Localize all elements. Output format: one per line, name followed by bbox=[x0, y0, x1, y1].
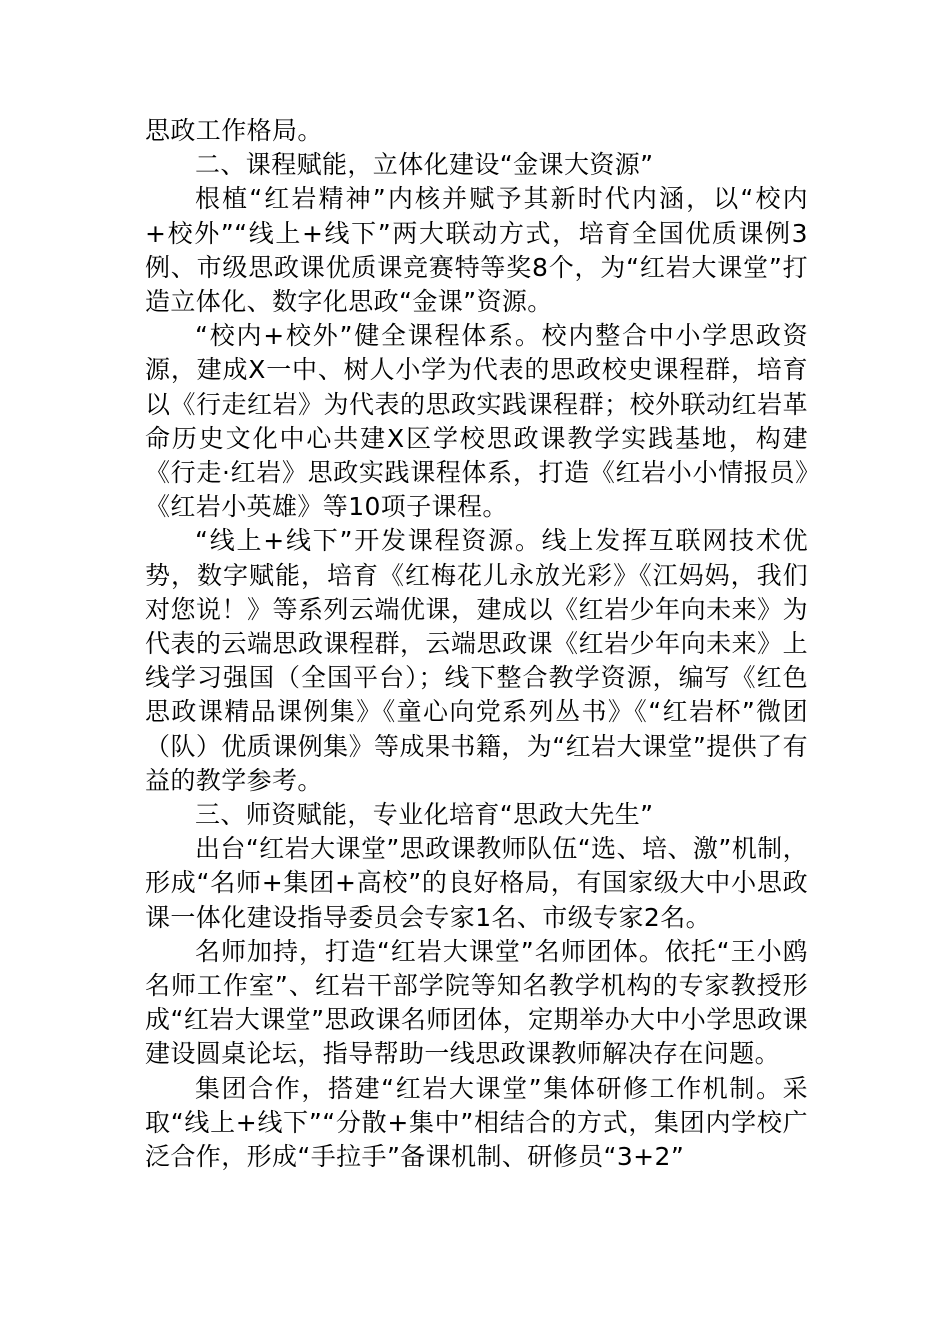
paragraph-famous-teachers: 名师加持，打造“红岩大课堂”名师团体。依托“王小鸥名师工作室”、红岩干部学院等知名教学机构的专家教授形成“红岩大课堂”思政课名师团体，定期举办大中小学思政课建设圆桌论坛，指导帮助一线思政课教师解决存在问题。 bbox=[145, 936, 808, 1069]
paragraph-course-overview: 根植“红岩精神”内核并赋予其新时代内涵，以“校内+校外”“线上+线下”两大联动方式，培育全国优质课例3例、市级思政课优质课竞赛特等奖8个，为“红岩大课堂”打造立体化、数字化思政“金课”资源。 bbox=[145, 184, 808, 317]
section-heading-3: 三、师资赋能，专业化培育“思政大先生” bbox=[195, 800, 654, 830]
paragraph-group-cooperation: 集团合作，搭建“红岩大课堂”集体研修工作机制。采取“线上+线下”“分散+集中”相结合的方式，集团内学校广泛合作，形成“手拉手”备课机制、研修员“3+2” bbox=[145, 1073, 808, 1172]
paragraph-curriculum-system: “校内+校外”健全课程体系。校内整合中小学思政资源，建成X一中、树人小学为代表的思政校史课程群，培育以《行走红岩》为代表的思政实践课程群；校外联动红岩革命历史文化中心共建X区学校思政课教学实践基地，构建《行走·红岩》思政实践课程体系，打造《红岩小小情报员》《红岩小英雄》等10项子课程。 bbox=[145, 321, 808, 522]
paragraph-course-resources: “线上+线下”开发课程资源。线上发挥互联网技术优势，数字赋能，培育《红梅花儿永放光彩》《江妈妈，我们对您说！》等系列云端优课，建成以《红岩少年向未来》为代表的云端思政课程群，云端思政课《红岩少年向未来》上线学习强国（全国平台）；线下整合教学资源，编写《红色思政课精品课例集》《童心向党系列丛书》《“红岩杯”微团（队）优质课例集》等成果书籍，为“红岩大课堂”提供了有益的教学参考。 bbox=[145, 526, 808, 795]
paragraph-continuation: 思政工作格局。 bbox=[145, 116, 323, 145]
section-heading-2: 二、课程赋能，立体化建设“金课大资源” bbox=[195, 150, 654, 180]
paragraph-teacher-mechanism: 出台“红岩大课堂”思政课教师队伍“选、培、激”机制，形成“名师+集团+高校”的良好格局，有国家级大中小思政课一体化建设指导委员会专家1名、市级专家2名。 bbox=[145, 834, 808, 932]
document-body bbox=[145, 114, 808, 1174]
